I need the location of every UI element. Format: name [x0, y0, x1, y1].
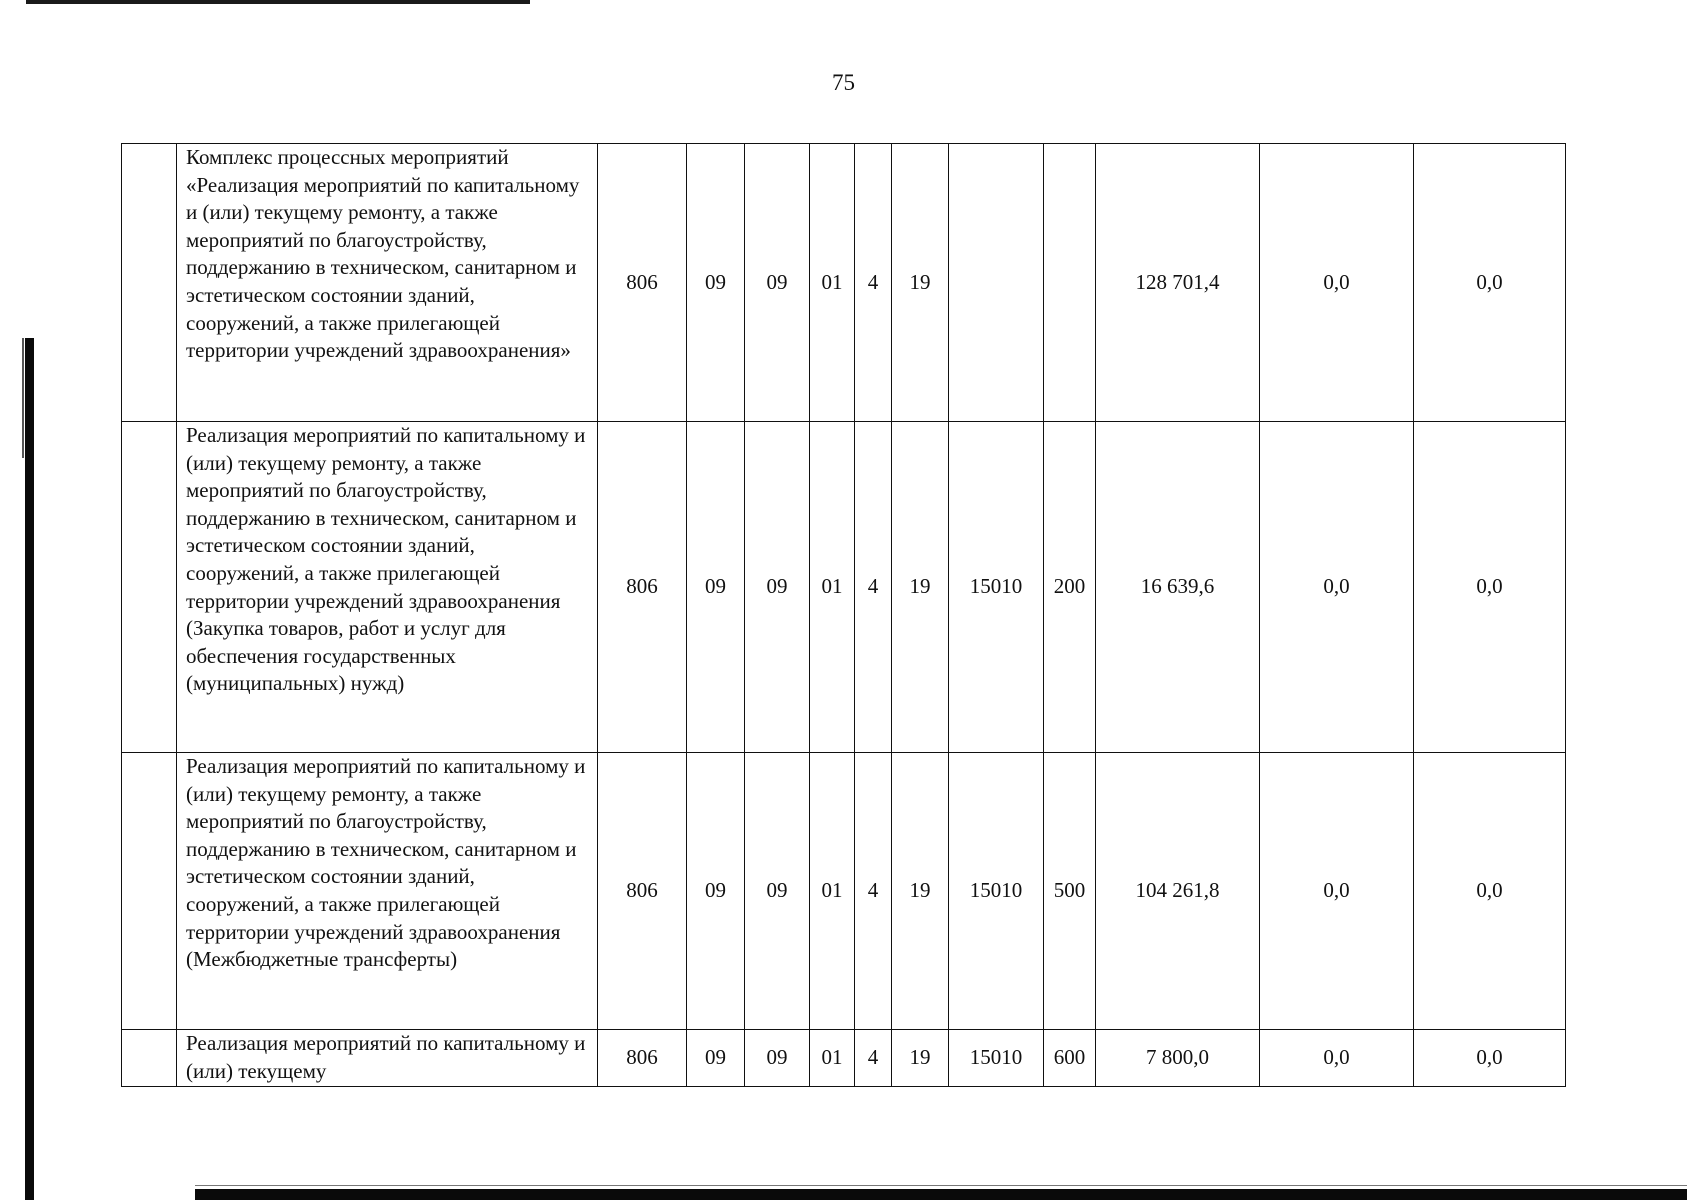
grbs-code-cell: 806 [598, 422, 687, 753]
scan-edge-top [26, 0, 530, 4]
type-code-cell: 4 [855, 144, 892, 422]
subsection-code-cell: 09 [745, 753, 810, 1030]
event-name-cell: Реализация мероприятий по капитальному и (или) текущему ремонту, а также мероприятий по благоустройству, поддержанию в техническом, санитарном и эстетическом состоянии зданий, сооружений, а также прилегающей территории учреждений здравоохранения (Закупка товаров, работ и услуг для обеспечения государственных (муниципальных) нужд) [177, 422, 598, 753]
event-name-cell: Комплекс процессных мероприятий «Реализация мероприятий по капитальному и (или) текущему ремонту, а также мероприятий по благоустройству, поддержанию в техническом, санитарном и эстетическом состоянии зданий, сооружений, а также прилегающей территории учреждений здравоохранения» [177, 144, 598, 422]
element-code-cell: 19 [892, 144, 949, 422]
subsection-code-cell: 09 [745, 144, 810, 422]
table-row [122, 1030, 1566, 1087]
direction-code-cell: 15010 [949, 753, 1044, 1030]
table-row [122, 144, 1566, 422]
amount-cell-2: 0,0 [1260, 1030, 1414, 1087]
amount-cell-2: 0,0 [1260, 753, 1414, 1030]
event-name-cell: Реализация мероприятий по капитальному и (или) текущему ремонту, а также мероприятий по благоустройству, поддержанию в техническом, санитарном и эстетическом состоянии зданий, сооружений, а также прилегающей территории учреждений здравоохранения (Межбюджетные трансферты) [177, 753, 598, 1030]
grbs-code-cell: 806 [598, 753, 687, 1030]
program-code-cell: 01 [810, 753, 855, 1030]
scan-edge-bottom-thin [195, 1185, 1687, 1186]
element-code-cell: 19 [892, 1030, 949, 1087]
section-code-cell: 09 [687, 1030, 745, 1087]
amount-cell-3: 0,0 [1414, 422, 1566, 753]
amount-cell-3: 0,0 [1414, 753, 1566, 1030]
expense-type-cell [1044, 144, 1096, 422]
amount-cell-3: 0,0 [1414, 144, 1566, 422]
scan-edge-left [25, 338, 34, 1200]
grbs-code-cell: 806 [598, 144, 687, 422]
section-code-cell: 09 [687, 144, 745, 422]
page-number: 75 [832, 70, 855, 95]
table-row [122, 753, 1566, 1030]
row-number-cell [122, 1030, 177, 1087]
subsection-code-cell: 09 [745, 422, 810, 753]
amount-cell-2: 0,0 [1260, 144, 1414, 422]
scan-edge-bottom [195, 1189, 1687, 1200]
event-name-cell: Реализация мероприятий по капитальному и (или) текущему [177, 1030, 598, 1087]
program-code-cell: 01 [810, 144, 855, 422]
expense-type-cell: 500 [1044, 753, 1096, 1030]
scan-edge-left-thin [22, 338, 24, 458]
grbs-code-cell: 806 [598, 1030, 687, 1087]
type-code-cell: 4 [855, 1030, 892, 1087]
type-code-cell: 4 [855, 753, 892, 1030]
direction-code-cell [949, 144, 1044, 422]
expense-type-cell: 600 [1044, 1030, 1096, 1087]
section-code-cell: 09 [687, 753, 745, 1030]
type-code-cell: 4 [855, 422, 892, 753]
amount-cell-1: 128 701,4 [1096, 144, 1260, 422]
row-number-cell [122, 753, 177, 1030]
element-code-cell: 19 [892, 753, 949, 1030]
row-number-cell [122, 422, 177, 753]
program-code-cell: 01 [810, 422, 855, 753]
row-number-cell [122, 144, 177, 422]
amount-cell-3: 0,0 [1414, 1030, 1566, 1087]
program-code-cell: 01 [810, 1030, 855, 1087]
direction-code-cell: 15010 [949, 1030, 1044, 1087]
budget-table [121, 143, 1566, 1087]
direction-code-cell: 15010 [949, 422, 1044, 753]
amount-cell-2: 0,0 [1260, 422, 1414, 753]
expense-type-cell: 200 [1044, 422, 1096, 753]
amount-cell-1: 104 261,8 [1096, 753, 1260, 1030]
subsection-code-cell: 09 [745, 1030, 810, 1087]
section-code-cell: 09 [687, 422, 745, 753]
amount-cell-1: 16 639,6 [1096, 422, 1260, 753]
table-row [122, 422, 1566, 753]
amount-cell-1: 7 800,0 [1096, 1030, 1260, 1087]
element-code-cell: 19 [892, 422, 949, 753]
